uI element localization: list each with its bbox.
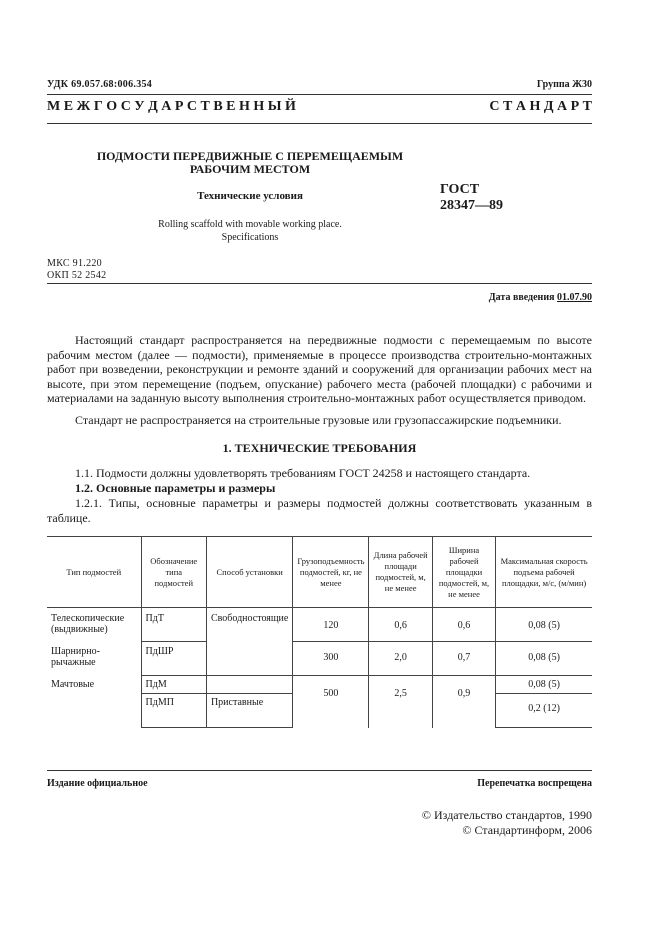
table-cell: ПдМ [141, 676, 206, 694]
effective-date-value: 01.07.90 [557, 292, 592, 303]
table-cell: 0,7 [432, 642, 495, 676]
table-cell: 500 [293, 676, 369, 728]
section-heading: 1. ТЕХНИЧЕСКИЕ ТРЕБОВАНИЯ [222, 441, 417, 455]
gost-code: 28347—89 [440, 198, 503, 213]
reprint-prohibited: Перепечатка воспрещена [477, 778, 592, 789]
table-header: Обозначение типа подмостей [141, 537, 206, 608]
table-header-row [47, 537, 592, 608]
banner-rule [47, 123, 592, 124]
table-cell: 0,6 [432, 608, 495, 642]
table-cell: 0,9 [432, 676, 495, 728]
table-row [47, 642, 592, 676]
title-line-2: РАБОЧИМ МЕСТОМ [189, 162, 311, 176]
date-rule [47, 283, 592, 284]
table-cell: 120 [293, 608, 369, 642]
table-header: Ширина рабочей площадки подмостей, м, не менее [432, 537, 495, 608]
udk-code: УДК 69.057.68:006.354 [47, 79, 153, 90]
table-cell [206, 676, 292, 694]
table-header: Максимальная скорость подъема рабочей площадки, м/с, (м/мин) [496, 537, 592, 608]
intro-paragraph: Настоящий стандарт распространяется на передвижные подмости с перемещаемым по высоте рабочим местом (далее — подмости), применяемые в процессе производства строительно-монтажных работ при возведении, реконструкции и ремонте зданий и сооружений для организации рабочих мест на высоте, при этом перемещение (подъем, опускание) рабочего места (рабочей площадки) с рабочими и материалами на заданную высоту выполнения строительно-монтажных работ осуществляется приводом. [47, 333, 592, 405]
table-row [47, 676, 592, 694]
english-title-line-1: Rolling scaffold with movable working place. [158, 219, 342, 230]
parameters-table [47, 536, 592, 728]
copyright-line-1: © Издательство стандартов, 1990 [421, 808, 592, 822]
table-cell: 0,08 (5) [496, 642, 592, 676]
table-cell: Приставные [206, 694, 292, 728]
official-edition: Издание официальное [47, 778, 148, 789]
clause-1-1: 1.1. Подмости должны удовлетворять требованиям ГОСТ 24258 и настоящего стандарта. [75, 466, 531, 480]
copyright [422, 808, 592, 838]
table-cell: 0,08 (5) [496, 608, 592, 642]
table-cell: ПдМП [141, 694, 206, 728]
gost-label: ГОСТ [440, 182, 480, 197]
table-row [47, 608, 592, 642]
clause-1-2: 1.2. Основные параметры и размеры [75, 481, 276, 495]
english-title [90, 218, 410, 244]
standard-banner [47, 99, 592, 115]
table-cell: ПдТ [141, 608, 206, 642]
okp-code: ОКП 52 2542 [47, 270, 107, 281]
table-cell: ПдШР [141, 642, 206, 676]
exclusion-paragraph: Стандарт не распространяется на строительные грузовые или грузопассажирские подъемники. [75, 413, 562, 427]
table-cell: 0,6 [369, 608, 432, 642]
banner-standard: С Т А Н Д А Р Т [489, 99, 592, 114]
document-subtitle: Технические условия [197, 190, 303, 202]
table-cell: Шарнирно-рычажные [47, 642, 141, 676]
clause-1-2-1: 1.2.1. Типы, основные параметры и размеры подмостей должны соответствовать указанным в таблице. [47, 496, 592, 525]
effective-date [489, 292, 592, 303]
top-rule [47, 94, 592, 95]
table-cell: 0,08 (5) [496, 676, 592, 694]
table-header: Длина рабочей площади подмостей, м, не менее [369, 537, 432, 608]
table-cell: 2,0 [369, 642, 432, 676]
table-header: Способ установки [206, 537, 292, 608]
table-cell: Мачтовые [47, 676, 141, 728]
table-cell: 300 [293, 642, 369, 676]
title-line-1: ПОДМОСТИ ПЕРЕДВИЖНЫЕ С ПЕРЕМЕЩАЕМЫМ [96, 149, 404, 163]
table-header: Тип подмостей [47, 537, 141, 608]
document-title [90, 150, 410, 176]
copyright-line-2: © Стандартинформ, 2006 [462, 823, 592, 837]
table-cell: Телескопические (выдвижные) [47, 608, 141, 642]
table-cell: 2,5 [369, 676, 432, 728]
table-header: Грузоподъемность подмостей, кг, не менее [293, 537, 369, 608]
mks-code: МКС 91.220 [47, 258, 102, 269]
banner-interstate: М Е Ж Г О С У Д А Р С Т В Е Н Н Ы Й [47, 99, 296, 114]
group-code: Группа Ж30 [536, 79, 592, 90]
footer-rule [47, 770, 592, 771]
table-cell: 0,2 (12) [496, 694, 592, 728]
classification-codes [47, 258, 106, 282]
table-cell: Свободностоящие [206, 608, 292, 676]
effective-date-label: Дата введения [488, 292, 555, 303]
gost-number [440, 182, 503, 214]
english-title-line-2: Specifications [221, 232, 279, 243]
